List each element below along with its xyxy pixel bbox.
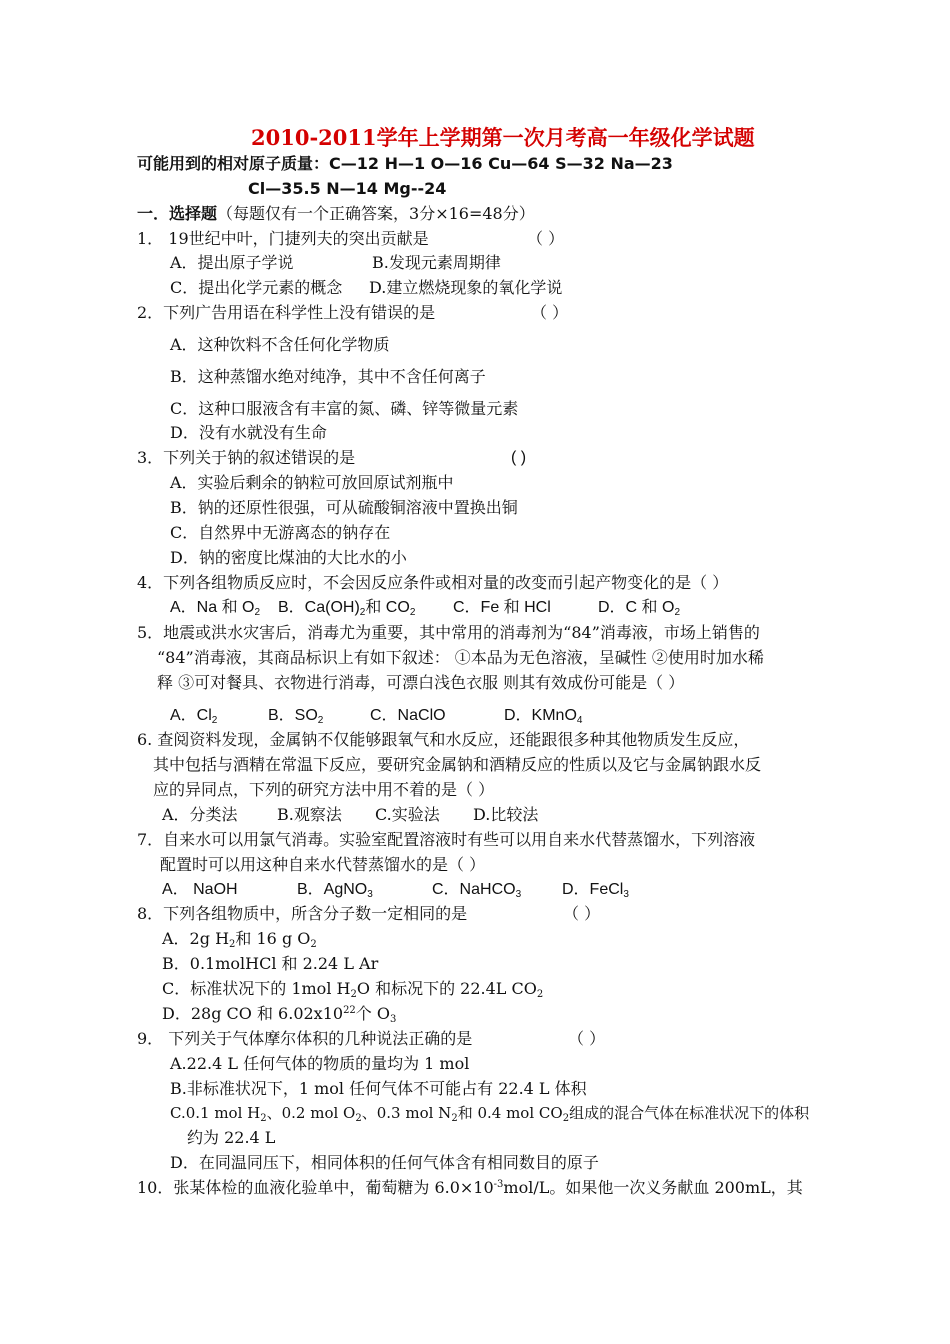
q5-option-b: B．$SO_2$ <box>268 707 324 726</box>
section-note: （每题仅有一个正确答案，3分×16=48分） <box>217 204 535 223</box>
q5-option-c: C．NaClO <box>370 707 446 724</box>
q3-option-c: C．自然界中无游离态的钠存在 <box>170 523 391 542</box>
q8-answer-blank: （ ） <box>563 904 601 923</box>
q6-option-a: A．分类法 <box>162 805 238 824</box>
q6-option-d: D.比较法 <box>473 805 539 824</box>
q4-option-d: D．C 和 $O_2$ <box>598 599 681 618</box>
q6-option-c: C.实验法 <box>375 805 440 824</box>
q8-option-c: C．标准状况下的 1mol $H_2O$ 和标况下的 22.4L $CO_2$ <box>162 979 544 1000</box>
q3-option-b: B．钠的还原性很强，可从硫酸铜溶液中置换出铜 <box>170 498 518 517</box>
atomic-mass-line-2: Cl—35.5 N—14 Mg--24 <box>248 179 447 198</box>
q2-stem: 2．下列广告用语在科学性上没有错误的是 <box>137 303 436 322</box>
q7-line-1: 7．自来水可以用氯气消毒。实验室配置溶液时有些可以用自来水代替蒸馏水，下列溶液 <box>137 830 756 849</box>
q8-option-a: A．2g $H_2$和 16 g $O_2$ <box>162 929 317 950</box>
q1-stem: 1． 19世纪中叶，门捷列夫的突出贡献是 <box>137 229 429 248</box>
q9-option-d: D．在同温同压下，相同体积的任何气体含有相同数目的原子 <box>170 1153 599 1172</box>
q1-option-b: B.发现元素周期律 <box>372 253 501 272</box>
q4-option-c: C．Fe 和 HCl <box>453 599 551 616</box>
q7-option-a: A． NaOH <box>162 881 238 898</box>
q8-option-b: B．0.1molHCl 和 2.24 L Ar <box>162 954 379 973</box>
q5-line-3: 释 ③可对餐具、衣物进行消毒，可漂白浅色衣服 则其有效成份可能是（ ） <box>157 673 685 692</box>
q6-option-b: B.观察法 <box>277 805 342 824</box>
q7-option-c: C．NaHCO$_3$ <box>432 881 522 900</box>
q6-line-2: 其中包括与酒精在常温下反应，要研究金属钠和酒精反应的性质以及它与金属钠跟水反 <box>153 755 762 774</box>
q2-option-c: C．这种口服液含有丰富的氮、磷、锌等微量元素 <box>170 399 519 418</box>
q7-line-2: 配置时可以用这种自来水代替蒸馏水的是（ ） <box>160 855 486 874</box>
exam-title: 2010-2011学年上学期第一次月考高一年级化学试题 <box>251 125 755 150</box>
section-title: 一．选择题 <box>137 204 218 223</box>
q1-option-d: D.建立燃烧现象的氧化学说 <box>369 278 563 297</box>
q9-option-b: B.非标准状况下，1 mol 任何气体不可能占有 22.4 L 体积 <box>170 1079 587 1098</box>
q4-stem: 4．下列各组物质反应时，不会因反应条件或相对量的改变而引起产物变化的是（ ） <box>137 573 729 592</box>
q2-option-a: A．这种饮料不含任何化学物质 <box>170 335 390 354</box>
q1-answer-blank: （ ） <box>527 229 565 248</box>
q2-answer-blank: （ ） <box>531 303 569 322</box>
q9-option-c-continued: 约为 22.4 L <box>187 1128 276 1147</box>
q3-option-d: D．钠的密度比煤油的大比水的小 <box>170 548 407 567</box>
q3-answer-blank: ( ) <box>511 449 527 466</box>
q2-option-b: B．这种蒸馏水绝对纯净，其中不含任何离子 <box>170 367 486 386</box>
q6-line-3: 应的异同点，下列的研究方法中用不着的是（ ） <box>153 780 495 799</box>
q1-option-c: C．提出化学元素的概念 <box>170 278 343 297</box>
q8-option-d: D．28g CO 和 $6.02x10^{22}$个 $O_3$ <box>162 1004 397 1025</box>
q6-line-1: 6. 查阅资料发现，金属钠不仅能够跟氧气和水反应，还能跟很多种其他物质发生反应， <box>137 730 750 749</box>
q9-option-c: C.0.1 mol $H_2$、0.2 mol $O_2$、0.3 mol $N_2$和 0.4 mol $CO_2$组成的混合气体在标准状况下的体积 <box>170 1104 810 1124</box>
q1-option-a: A．提出原子学说 <box>170 253 294 272</box>
q9-option-a: A.22.4 L 任何气体的物质的量均为 1 mol <box>170 1054 470 1073</box>
q2-option-d: D．没有水就没有生命 <box>170 423 327 442</box>
q7-option-b: B．AgNO$_3$ <box>297 881 373 900</box>
q8-stem: 8．下列各组物质中，所含分子数一定相同的是 <box>137 904 468 923</box>
q10-line-1: 10．张某体检的血液化验单中，葡萄糖为 $6.0\times 10^{-3}mol/L$。如果他一次义务献血 200mL，其 <box>137 1178 803 1197</box>
section-heading <box>137 203 535 225</box>
atomic-mass-line-1: 可能用到的相对原子质量：C—12 H—1 O—16 Cu—64 S—32 Na—23 <box>137 154 673 173</box>
q9-answer-blank: （ ） <box>568 1029 606 1048</box>
q9-stem: 9． 下列关于气体摩尔体积的几种说法正确的是 <box>137 1029 473 1048</box>
q5-option-a: A．$Cl_2$ <box>170 707 218 726</box>
q7-option-d: D．FeCl$_3$ <box>562 881 629 900</box>
q5-line-2: “84”消毒液，其商品标识上有如下叙述： ①本品为无色溶液，呈碱性 ②使用时加水稀 <box>157 648 764 667</box>
q3-option-a: A．实验后剩余的钠粒可放回原试剂瓶中 <box>170 473 454 492</box>
q4-option-a: A．Na 和 $O_2$ <box>170 599 261 618</box>
q4-option-b: B．$Ca(OH)_2$和 $CO_2$ <box>278 599 416 618</box>
q3-stem: 3．下列关于钠的叙述错误的是 <box>137 448 356 467</box>
q5-line-1: 5．地震或洪水灾害后，消毒尤为重要，其中常用的消毒剂为“84”消毒液，市场上销售的 <box>137 623 760 642</box>
q5-option-d: D．KMnO$_4$ <box>504 707 583 726</box>
